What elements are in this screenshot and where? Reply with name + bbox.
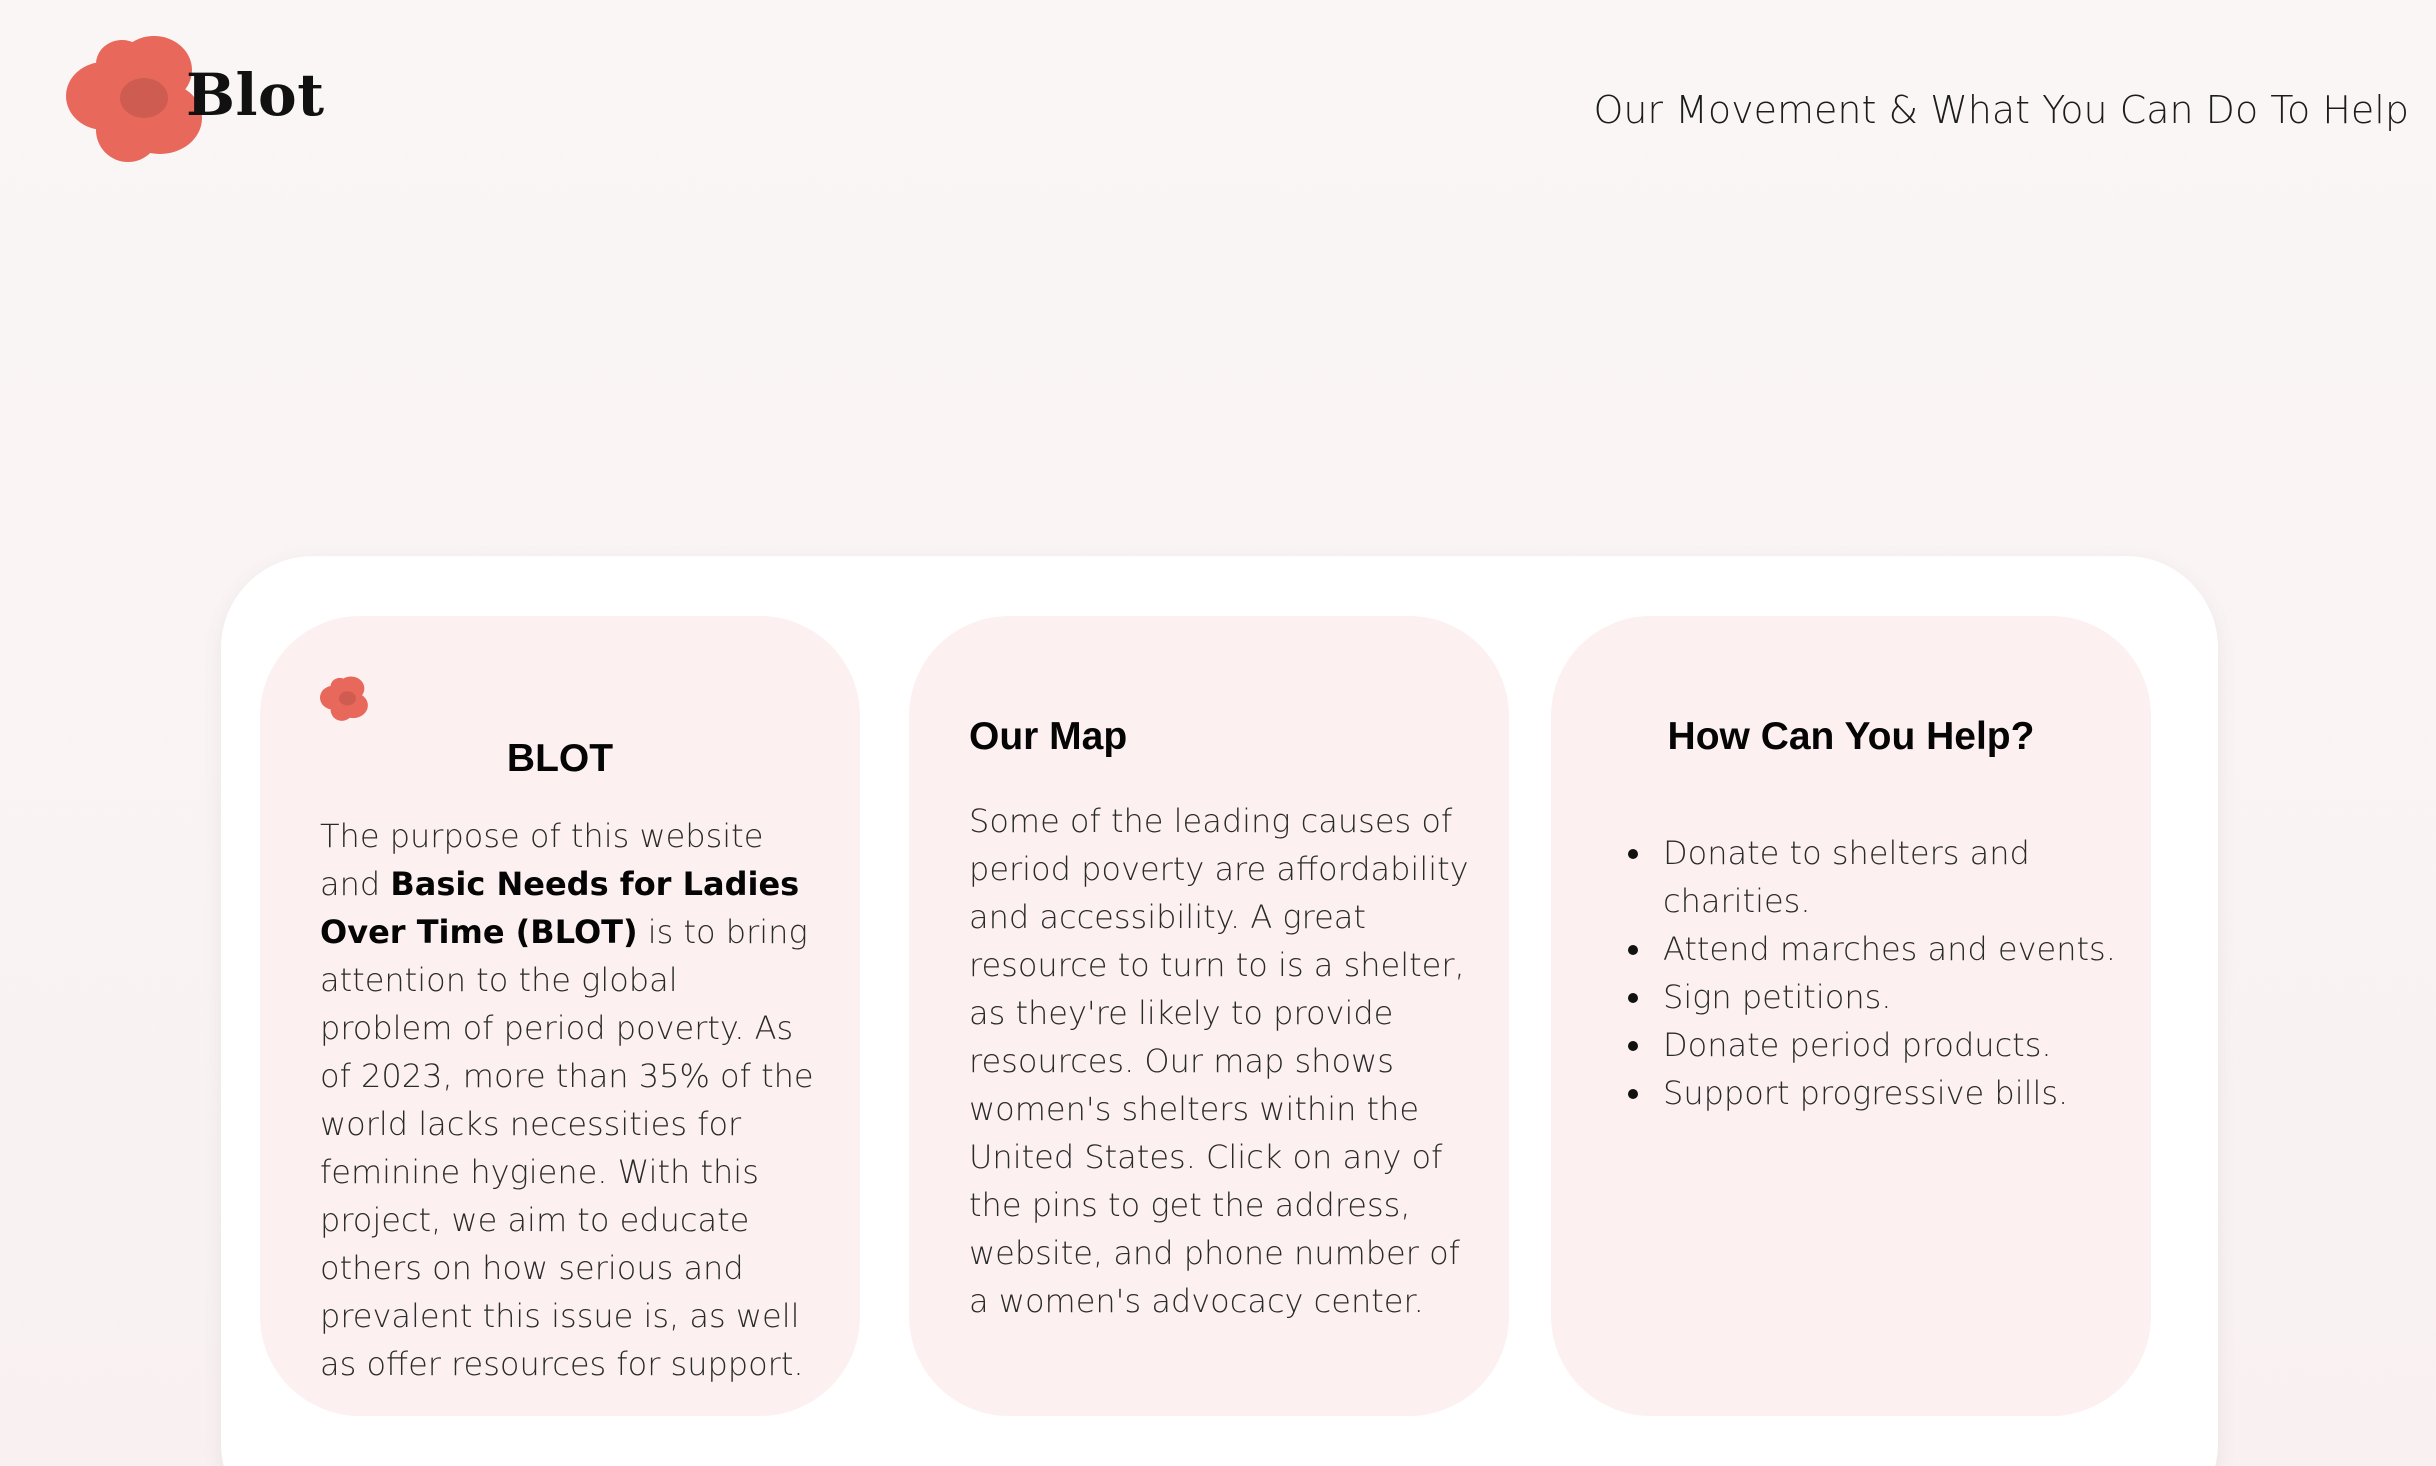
card-our-map — [909, 616, 1509, 1416]
main-panel — [221, 556, 2218, 1466]
card-title-blot: BLOT — [506, 737, 614, 780]
card-title-help: How Can You Help? — [1667, 715, 2035, 758]
help-list — [1611, 829, 2155, 1117]
list-item: • Sign petitions. — [1655, 973, 2155, 1021]
text-body: is to bring attention to the global problem of period poverty. As of 2023, more than 35% of the world lacks necessities for feminine hygiene. With this project, we aim to educate others on how serious and prevalent this issue is, as well as offer resources for support. — [320, 913, 814, 1383]
logo-wordmark: Blot — [186, 61, 325, 129]
card-blot — [260, 616, 860, 1416]
logo-home-link[interactable] — [66, 30, 386, 170]
text-blot-acronym: Basic Needs for Ladies Over Time (BLOT) — [320, 865, 800, 951]
card-text-map: Some of the leading causes of period poverty are affordability and accessibility. A great resource to turn to is a shelter, as they're likely to provide resources. Our map shows women's shelters within the United States. Click on any of the pins to get the address, website, and phone number of a women's advocacy center. — [969, 802, 1469, 1320]
card-title-map: Our Map — [969, 715, 1128, 758]
list-item: • Attend marches and events. — [1655, 925, 2155, 973]
card-how-can-you-help — [1551, 616, 2151, 1416]
nav-link-movement[interactable]: Our Movement & What You Can Do To Help — [1593, 88, 2409, 132]
text-intro: The purpose of this website and — [320, 817, 764, 903]
list-item: • Donate period products. — [1655, 1021, 2155, 1069]
flower-icon — [320, 674, 370, 722]
list-item: • Support progressive bills. — [1655, 1069, 2155, 1117]
card-text-blot — [320, 812, 820, 1388]
list-item: • Donate to shelters and charities. — [1655, 829, 2155, 925]
